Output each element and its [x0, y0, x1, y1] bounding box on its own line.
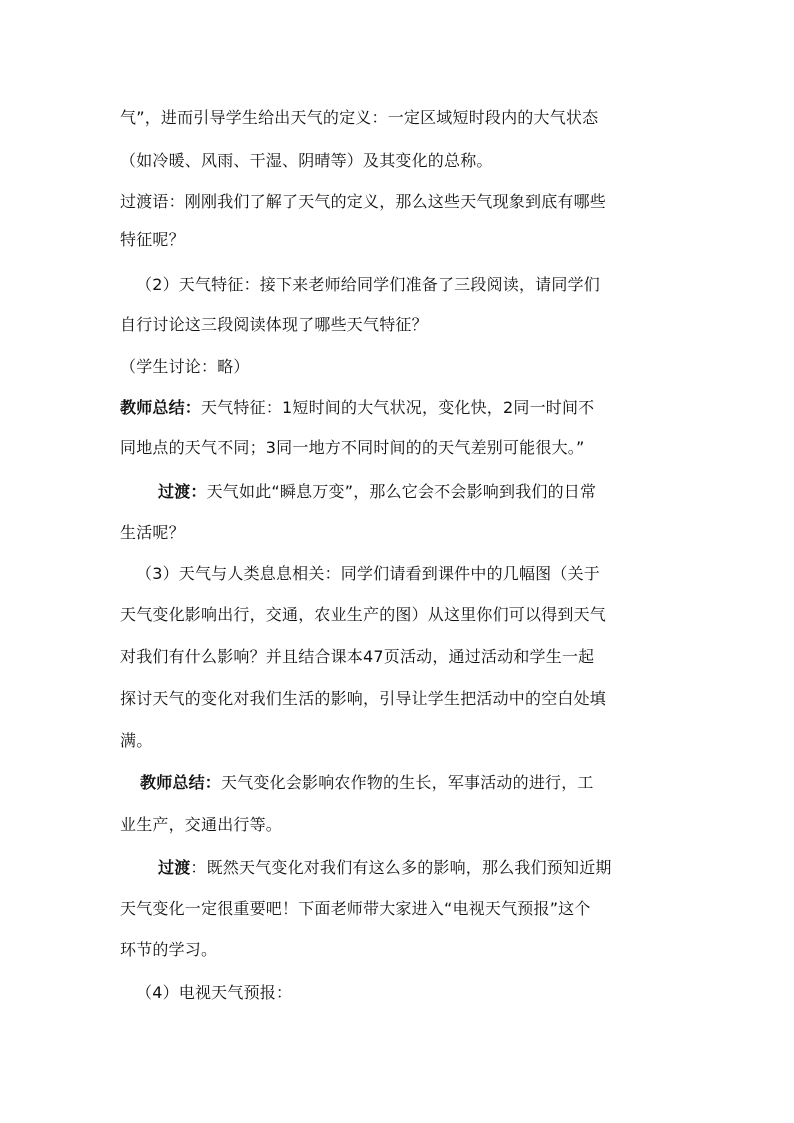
- text-span: 天气如此“瞬息万变”，那么它会不会影响到我们的日常: [206, 482, 597, 501]
- text-span: 天气变化会影响农作物的生长，军事活动的进行，工: [221, 773, 594, 792]
- text-span: ：既然天气变化对我们有这么多的影响，那么我们预知近期: [190, 858, 612, 877]
- text-line: 天气变化影响出行，交通，农业生产的图）从这里你们可以得到天气: [120, 605, 607, 624]
- text-line: 气”，进而引导学生给出天气的定义：一定区域短时段内的大气状态: [120, 108, 599, 127]
- text-line: 过渡语：刚刚我们了解了天气的定义，那么这些天气现象到底有哪些: [120, 192, 607, 211]
- text-line: （3）天气与人类息息相关：同学们请看到课件中的几幅图（关于: [136, 564, 600, 583]
- text-line: 天气变化一定很重要吧！下面老师带大家进入“电视天气预报”这个: [120, 899, 591, 918]
- text-line: （学生讨论：略）: [120, 357, 250, 376]
- text-line: 自行讨论这三段阅读体现了哪些天气特征？: [120, 315, 428, 334]
- text-line: 业生产，交通出行等。: [120, 815, 283, 834]
- text-line: （2）天气特征：接下来老师给同学们准备了三段阅读，请同学们: [136, 275, 600, 294]
- summary-line: [140, 773, 700, 793]
- text-span: 天气特征：1短时间的大气状况，变化快，2同一时间不: [201, 398, 595, 417]
- summary-line: [120, 398, 680, 418]
- transition-line: [158, 858, 718, 878]
- text-line: 环节的学习。: [120, 940, 218, 959]
- text-line: 特征呢？: [120, 230, 185, 249]
- section-heading: （4）电视天气预报：: [136, 983, 293, 1002]
- bold-label: 教师总结：: [120, 398, 202, 417]
- transition-line: [158, 482, 718, 502]
- text-line: 对我们有什么影响？并且结合课本47页活动，通过活动和学生一起: [120, 647, 595, 666]
- bold-label: 过渡：: [158, 482, 207, 501]
- text-line: （如冷暖、风雨、干湿、阴晴等）及其变化的总称。: [120, 151, 493, 170]
- text-line: 满。: [120, 731, 153, 750]
- bold-label: 教师总结：: [140, 773, 222, 792]
- bold-label: 过渡: [158, 858, 191, 877]
- text-line: 探讨天气的变化对我们生活的影响，引导让学生把活动中的空白处填: [120, 689, 607, 708]
- text-line: 同地点的天气不同；3同一地方不同时间的的天气差别可能很大。”: [120, 438, 585, 457]
- text-line: 生活呢？: [120, 523, 185, 542]
